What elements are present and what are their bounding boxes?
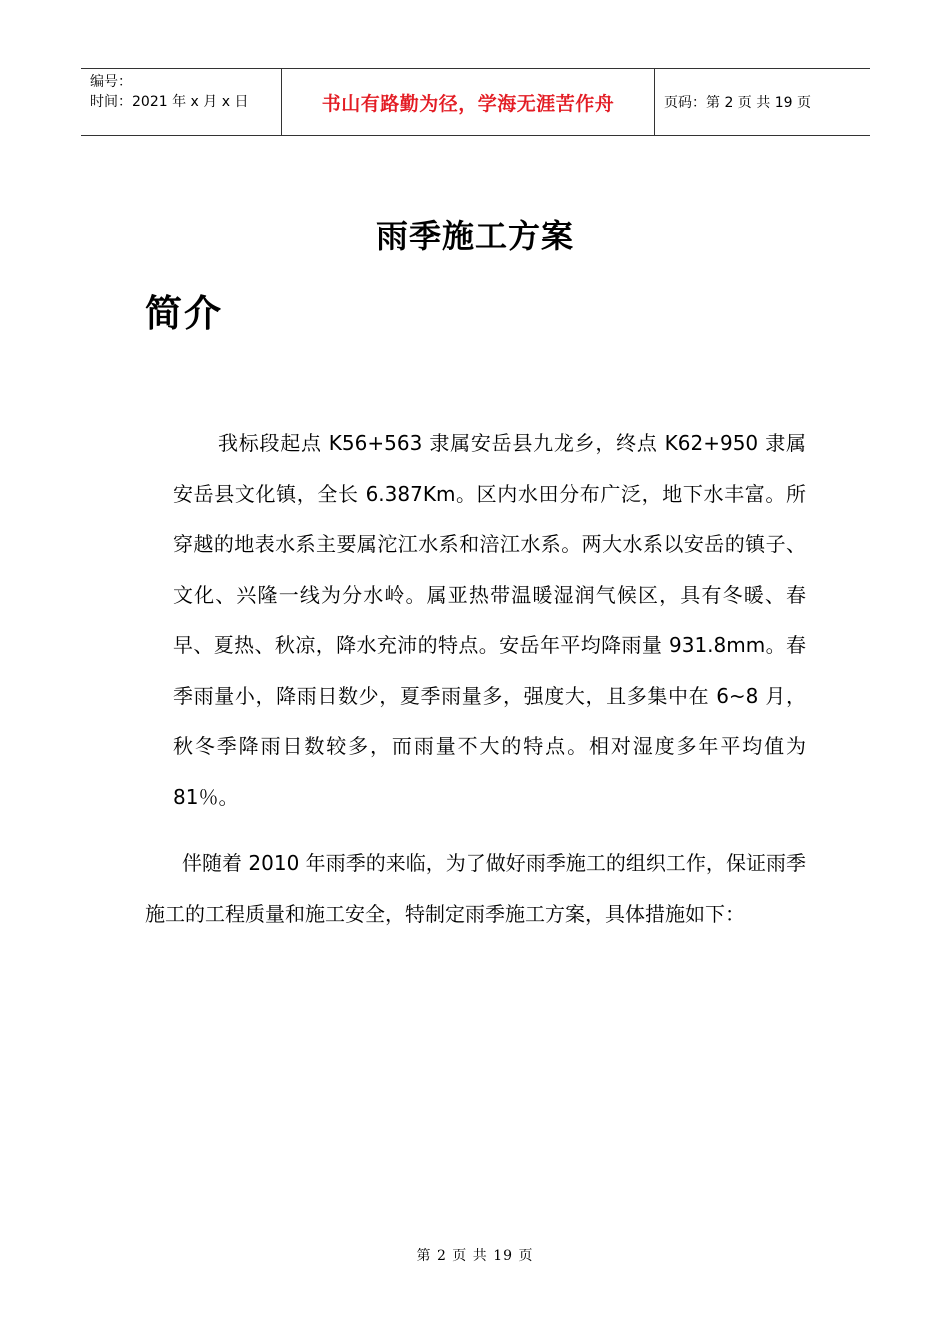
serial-number-label: 编号： [90, 74, 132, 90]
header-motto: 书山有路勤为径，学海无涯苦作舟 [321, 92, 615, 115]
header-page-info: 页码：第 2 页 共 19 页 [664, 95, 811, 111]
purpose-paragraph: 伴随着 2010 年雨季的来临，为了做好雨季施工的组织工作，保证雨季施工的工程质量和施工安全，特制定雨季施工方案，具体措施如下： [145, 851, 806, 926]
header-motto-cell [281, 69, 655, 135]
date-label: 时间：2021 年 x 月 x 日 [90, 94, 249, 110]
header-page-cell [655, 69, 870, 135]
page-header [81, 68, 870, 136]
section-heading: 简介 [145, 292, 223, 335]
document-title: 雨季施工方案 [375, 217, 574, 255]
intro-paragraph: 我标段起点 K56+563 隶属安岳县九龙乡，终点 K62+950 隶属安岳县文化镇，全长 6.387Km。区内水田分布广泛，地下水丰富。所穿越的地表水系主要属沱江水系和涪江水系。两大水系以安岳的镇子、文化、兴隆一线为分水岭。属亚热带温暖湿润气候区，具有冬暖、春早、夏热、秋凉，降水充沛的特点。安岳年平均降雨量 931.8mm。春季雨量小，降雨日数少，夏季雨量多，强度大，且多集中在 6~8 月，秋冬季降雨日数较多，而雨量不大的特点。相对湿度多年平均值为 81％。 [173, 431, 806, 809]
page-footer: 第 2 页 共 19 页 [416, 1248, 534, 1264]
header-meta-cell [81, 69, 281, 135]
